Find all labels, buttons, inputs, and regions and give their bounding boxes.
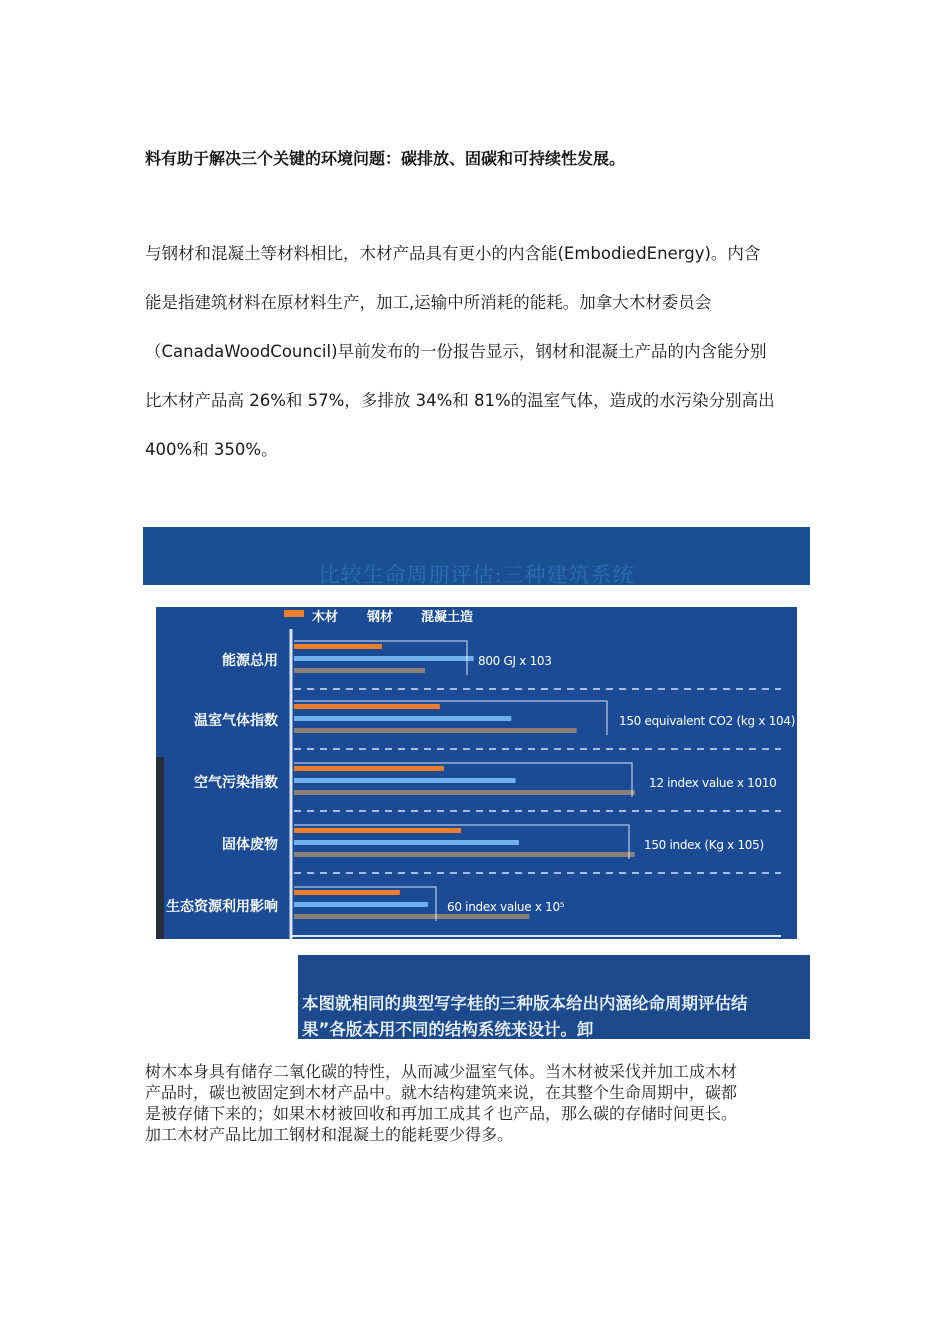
bar-wood	[294, 766, 444, 771]
bar-wood	[294, 704, 440, 709]
bar-steel	[294, 716, 511, 721]
category-label: 温室气体指数	[194, 713, 278, 729]
lifecycle-chart	[156, 607, 797, 939]
category-label: 能源总用	[222, 653, 278, 669]
annotation-label: 60 index value x 10⁵	[447, 900, 565, 914]
bar-concrete	[294, 728, 577, 733]
bar-steel	[294, 778, 516, 783]
legend-label: 混凝土造	[421, 610, 474, 625]
bar-concrete	[294, 914, 529, 919]
bar-steel	[294, 902, 428, 907]
paragraph-line: 400%和 350%。	[145, 440, 278, 459]
category-label: 生态资源利用影响	[166, 899, 278, 915]
chart-edge-shadow	[156, 757, 164, 939]
legend-label: 钢材	[367, 610, 394, 625]
annotation-label: 150 equivalent CO2 (kg x 104)	[619, 714, 796, 728]
bar-concrete	[294, 790, 635, 795]
category-label: 固体废物	[222, 837, 278, 853]
paragraph-line: 比木材产品高 26%和 57%，多排放 34%和 81%的温室气体，造成的水污染分别高出	[145, 391, 775, 410]
bar-concrete	[294, 852, 635, 857]
annotation-label: 12 index value x 1010	[649, 776, 777, 790]
bar-steel	[294, 656, 474, 661]
bar-wood	[294, 890, 400, 895]
legend-label: 木材	[312, 610, 339, 625]
paragraph-line: 是被存储下来的；如果木材被回收和再加工成其彳也产品，那么碳的存储时间更长。	[145, 1104, 738, 1123]
bar-wood	[294, 828, 461, 833]
bar-steel	[294, 840, 519, 845]
chart-svg	[156, 607, 797, 939]
paragraph-line: 树木本身具有储存二氧化碳的特性，从而减少温室气体。当木材被采伐并加工成木材	[145, 1062, 738, 1081]
paragraph-line: （CanadaWoodCouncil)早前发布的一份报告显示，钢材和混凝土产品的内含能分别	[145, 342, 767, 361]
bar-concrete	[294, 668, 425, 673]
annotation-label: 800 GJ x 103	[478, 654, 552, 668]
paragraph-line: 产品时，碳也被固定到木材产品中。就木结构建筑来说，在其整个生命周期中，碳都	[145, 1083, 738, 1102]
paragraph-line: 与钢材和混凝土等材料相比，木材产品具有更小的内含能(EmbodiedEnergy)。内含	[145, 244, 761, 263]
figure-title-bar	[143, 527, 810, 585]
paragraph-line: 能是指建筑材料在原材料生产，加工,运输中所消耗的能耗。加拿大木材委员会	[145, 293, 712, 312]
legend-swatch	[284, 610, 304, 617]
figure-title: 比较生命周朋评估:三种建筑系统	[318, 563, 635, 585]
annotation-label: 150 index (Kg x 105)	[644, 838, 764, 852]
bar-wood	[294, 644, 382, 649]
category-label: 空气污染指数	[194, 775, 278, 791]
figure-caption	[298, 955, 810, 1039]
caption-line: 果”各版本用不同的结构系统来设计。卸	[302, 1020, 594, 1039]
caption-line: 本图就相同的典型写字桂的三种版本给出内涵纶命周期评估结	[302, 994, 748, 1013]
paragraph-line: 加工木材产品比加工钢材和混凝土的能耗要少得多。	[145, 1125, 514, 1144]
intro-heading: 料有助于解决三个关键的环境问题：碳排放、固碳和可持续性发展。	[145, 149, 626, 168]
